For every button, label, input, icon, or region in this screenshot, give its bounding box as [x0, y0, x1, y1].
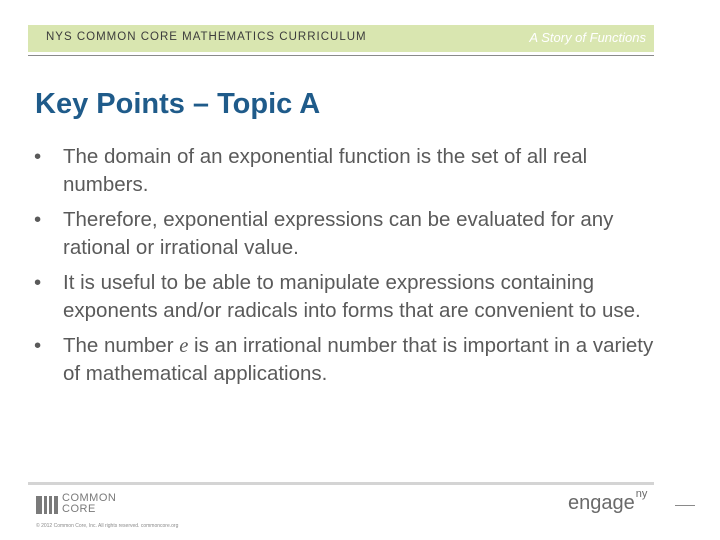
bullet-text: The domain of an exponential function is the set of all real numbers. [63, 145, 588, 196]
logo-line-1: COMMON [62, 492, 117, 504]
logo-text [62, 493, 116, 515]
common-core-logo [36, 494, 126, 518]
footer-divider [28, 482, 654, 485]
bullet-icon: • [34, 271, 42, 294]
bullet-text-pre: The number [63, 334, 180, 357]
engage-ny: ny [635, 488, 648, 501]
curriculum-label: NYS COMMON CORE MATHEMATICS CURRICULUM [46, 31, 367, 43]
logo-line-2: CORE [62, 503, 96, 515]
footer-accent-line [675, 505, 695, 506]
bullet-item [34, 332, 654, 388]
bullet-text: Therefore, exponential expressions can be evaluated for any rational or irrational value. [63, 208, 614, 259]
copyright-notice: © 2012 Common Core, Inc. All rights reserved. commoncore.org [36, 523, 179, 529]
bullet-text-post: is an irrational number that is important in a variety of mathematical applications. [63, 334, 654, 385]
engageny-logo [568, 488, 648, 515]
module-label: A Story of Functions [529, 30, 646, 45]
variable-e: e [179, 335, 189, 357]
bullet-item [34, 206, 654, 262]
bullet-icon: • [34, 208, 42, 231]
bullet-text: It is useful to be able to manipulate expressions containing exponents and/or radicals into forms that are convenient to use. [63, 271, 641, 322]
key-points-list [34, 143, 654, 395]
bullet-item [34, 269, 654, 325]
slide-title: Key Points – Topic A [35, 88, 321, 120]
engage-wordmark: engage [568, 492, 635, 514]
bullet-icon: • [34, 145, 42, 168]
header-divider [28, 55, 654, 56]
header-bar [28, 25, 654, 52]
bullet-icon: • [34, 334, 42, 357]
bullet-item [34, 143, 654, 199]
